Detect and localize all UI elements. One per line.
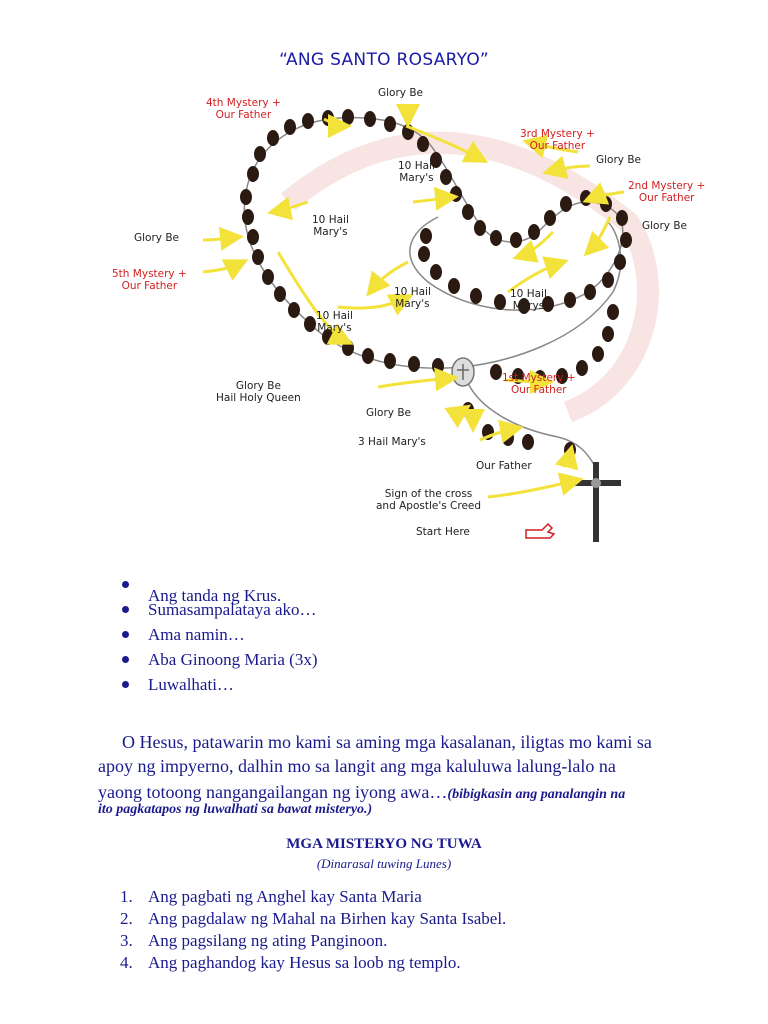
bullet-icon	[122, 631, 129, 638]
rosary-illustration	[108, 82, 758, 552]
list-item: Sumasampalataya ako…	[118, 597, 318, 622]
rosary-diagram	[108, 82, 758, 552]
label-glory-be-bottom: Glory Be	[366, 407, 412, 419]
crucifix	[571, 462, 621, 542]
bullet-icon	[122, 681, 129, 688]
list-item: Aba Ginoong Maria (3x)	[118, 647, 318, 672]
label-glory-be-holy-queen: Glory Be Hail Holy Queen	[216, 380, 301, 404]
label-sign-of-cross: Sign of the cross and Apostle's Creed	[376, 488, 482, 512]
label-glory-be-left: Glory Be	[134, 232, 180, 244]
label-glory-be-right1: Glory Be	[596, 154, 642, 166]
list-item: 2. Ang pagdalaw ng Mahal na Birhen kay Santa Isabel.	[120, 909, 507, 928]
label-glory-be-top: Glory Be	[378, 87, 424, 99]
label-4th-mystery: 4th Mystery + Our Father	[206, 97, 281, 121]
bullet-icon	[122, 606, 129, 613]
bullet-icon	[122, 581, 129, 588]
bullet-overlap-text: Ang tanda ng Krus.	[148, 586, 282, 605]
bullet-icon	[122, 656, 129, 663]
list-item: 3. Ang pagsilang ng ating Panginoon.	[120, 931, 388, 950]
list-item: 4. Ang paghandog kay Hesus sa loob ng templo.	[120, 953, 461, 972]
page-title: “ANG SANTO ROSARYO”	[279, 50, 489, 70]
label-1st-mystery: 1st Mystery + Our Father	[502, 372, 576, 396]
label-10-hail-top: 10 Hail Mary's	[398, 160, 435, 184]
label-start-here: Start Here	[416, 526, 470, 538]
mysteries-list	[120, 886, 506, 974]
label-10-hail-mid: 10 Hail Mary's	[394, 286, 431, 310]
label-10-hail-right: 10 Hail Marys	[510, 288, 547, 312]
label-our-father: Our Father	[476, 460, 532, 472]
list-item: Luwalhati…	[118, 672, 318, 697]
label-glory-be-right2: Glory Be	[642, 220, 688, 232]
section-heading: MGA MISTERYO NG TUWA	[286, 836, 482, 852]
label-3-hail-marys: 3 Hail Mary's	[358, 436, 426, 448]
label-10-hail-left-bottom: 10 Hail Mary's	[316, 310, 353, 334]
list-item: 1. Ang pagbati ng Anghel kay Santa Maria	[120, 887, 422, 906]
label-3rd-mystery: 3rd Mystery + Our Father	[520, 128, 595, 152]
prayer-note: ito pagkatapos ng luwalhati sa bawat misteryo.)	[98, 802, 373, 817]
label-2nd-mystery: 2nd Mystery + Our Father	[628, 180, 706, 204]
list-item: Ama namin…	[118, 622, 318, 647]
section-subheading: (Dinarasal tuwing Lunes)	[316, 856, 452, 871]
prayer-last-line: yaong totoong nangangailangan ng iyong awa…(bibigkasin ang panalangin na	[98, 782, 626, 802]
label-5th-mystery: 5th Mystery + Our Father	[112, 268, 187, 292]
label-10-hail-left-top: 10 Hail Mary's	[312, 214, 349, 238]
start-here-hand-icon	[526, 524, 554, 538]
prayer-paragraph: O Hesus, patawarin mo kami sa aming mga kasalanan, iligtas mo kami sa apoy ng impyerno, dalhin mo sa langit ang mga kaluluwa lalung-lalo na	[98, 732, 652, 776]
